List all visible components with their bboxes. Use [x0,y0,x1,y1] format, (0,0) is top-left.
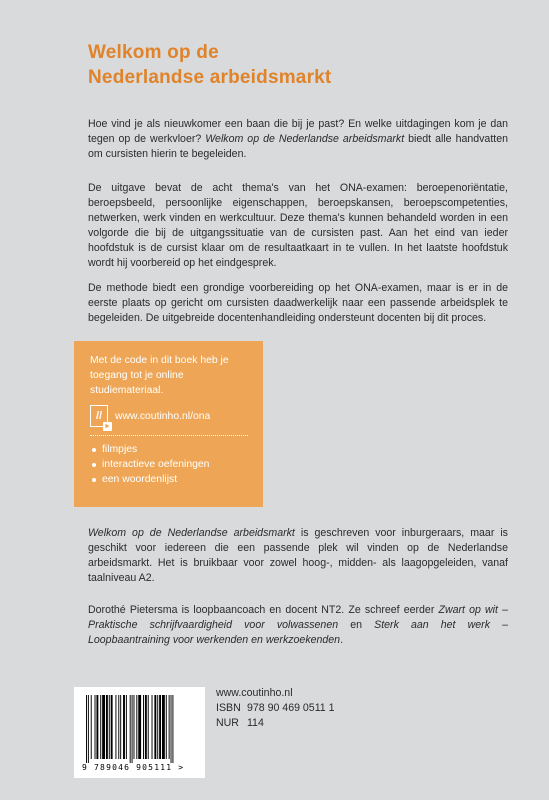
author-paragraph [88,603,508,648]
box-divider [90,435,248,436]
barcode-bar [159,695,161,759]
author-title-a: Zwart op wit – Praktische schrijfvaardigheid voor volwassenen [88,604,508,631]
bullet-icon [92,448,96,452]
barcode-bar [130,695,131,763]
barcode-bar [148,695,149,759]
website-row [90,405,263,430]
barcode-bar [169,695,170,759]
intro-text-b: biedt alle handvatten om cursisten hierin te begeleiden. [88,133,508,160]
isbn-value: 978 90 469 0511 1 [246,702,335,714]
barcode-bar [157,695,158,759]
isbn-label: ISBN [216,702,241,714]
book-title-line-2: Nederlandse arbeidsmarkt [88,67,332,88]
list-item-label: filmpjes [102,444,138,455]
barcode-bar [134,695,135,759]
barcode-bar [143,695,144,759]
barcode-bar [152,695,153,759]
barcode-bar [138,695,141,759]
barcode-bar [115,695,116,759]
online-material-url[interactable]: www.coutinho.nl/ona [115,410,211,422]
barcode-bar [132,695,133,763]
list-item [90,442,263,457]
barcode-bar [154,695,156,759]
logo-mark: // [95,410,103,422]
barcode-bars [86,695,194,763]
online-material-list [90,442,263,487]
author-text-a: Dorothé Pietersma is loopbaancoach en docent NT2. Ze schreef eerder [88,604,439,616]
list-item-label: een woordenlijst [102,474,178,485]
barcode-bar [109,695,110,759]
author-title-b: Sterk aan het werk – Loopbaantraining voor werkenden en werkzoekenden [88,619,509,646]
barcode-bar [126,695,127,759]
online-material-box [74,341,263,507]
barcode-bar [120,695,121,759]
barcode-bar [102,695,105,759]
barcode-bar [171,695,172,763]
isbn-row [216,701,335,716]
list-item [90,457,263,472]
barcode-bar [106,695,108,759]
publisher-website[interactable]: www.coutinho.nl [216,687,293,699]
intro-book-title: Welkom op de Nederlandse arbeidsmarkt [205,133,405,145]
audience-book-title: Welkom op de Nederlandse arbeidsmarkt [88,527,295,539]
coutinho-logo-icon [90,405,111,430]
book-title-line-1: Welkom op de [88,42,219,63]
method-paragraph: De methode biedt een grondige voorbereiding op het ONA-examen, maar is er in de eerste plaats op gericht om cursisten daadwerkelijk naar een passende arbeidsplek te begeleiden. De uitgebreide docentenhandleiding ondersteunt docenten bij dit proces. [88,282,508,324]
barcode-bar [86,695,87,763]
arrow-icon: ► [104,423,111,430]
barcode-bar [172,695,173,763]
barcode-bar [162,695,165,759]
list-item-label: interactieve oefeningen [102,459,210,470]
barcode-bar [136,695,137,759]
barcode-number: 9 789046 905111 > [82,763,185,772]
author-text-c: . [340,634,344,646]
publication-info [216,686,335,731]
author-text-b: en [338,619,375,631]
bullet-icon [92,478,96,482]
audience-paragraph [88,526,508,586]
barcode-bar [88,695,89,763]
audience-text: is geschreven voor inburgeraars, maar is geschikt voor iedereen die een passende plek wil vinden op de Nederlandse arbeidsmarkt. Het is bruikbaar voor zowel hoog-, midden- als laagopgeleiden, vanaf taalniveau A2. [88,527,508,584]
nur-value: 114 [246,717,264,729]
intro-paragraph [88,117,508,162]
barcode-bar [95,695,96,759]
online-material-intro: Met de code in dit boek heb je toegang tot je online studiemateriaal. [90,355,229,396]
bullet-icon [92,463,96,467]
barcode-bar [96,695,98,759]
barcode-bar [166,695,167,759]
barcode-bar [100,695,101,759]
intro-text-a: Hoe vind je als nieuwkomer een baan die bij je past? En welke uitdagingen kom je dan tegen op de werkvloer? [88,118,508,145]
list-item [90,472,263,487]
barcode-bar [111,695,113,759]
nur-label: NUR [216,717,239,729]
book-title [88,40,331,90]
barcode-bar [91,695,92,759]
nur-row [216,716,335,731]
barcode-bar [118,695,119,759]
barcode-bar [145,695,147,759]
themes-paragraph: De uitgave bevat de acht thema's van het ONA-examen: beroepenoriëntatie, beroepsbeeld, persoonlijke eigenschappen, beroepskansen, beroepscompetenties, netwerken, werk vinden en werkcultuur. Deze thema's kunnen behandeld worden in een volgorde die bij de uitgangssituatie van de cursisten past. Aan het eind van ieder hoofdstuk is de cursist klaar om de resultaatkaart in te vullen. In het laatste hoofdstuk wordt hij voorbereid op het eindgesprek. [88,182,508,269]
barcode [74,687,205,778]
barcode-bar [123,695,125,759]
